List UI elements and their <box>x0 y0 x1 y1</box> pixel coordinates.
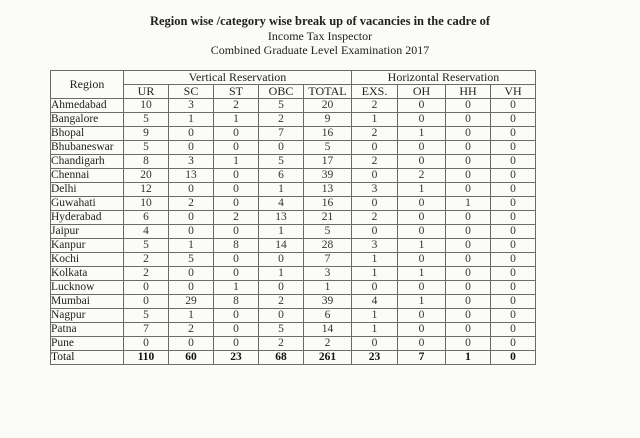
value-cell: 20 <box>124 169 169 183</box>
value-cell: 5 <box>259 155 304 169</box>
value-cell: 0 <box>446 267 491 281</box>
value-cell: 0 <box>446 155 491 169</box>
value-cell: 0 <box>491 155 536 169</box>
value-cell: 0 <box>124 295 169 309</box>
value-cell: 0 <box>398 141 446 155</box>
value-cell: 0 <box>398 197 446 211</box>
value-cell: 0 <box>169 183 214 197</box>
value-cell: 1 <box>352 323 398 337</box>
value-cell: 0 <box>446 323 491 337</box>
value-cell: 1 <box>398 239 446 253</box>
table-row <box>51 211 536 225</box>
value-cell: 1 <box>352 309 398 323</box>
value-cell: 1 <box>169 309 214 323</box>
value-cell: 0 <box>398 281 446 295</box>
value-cell: 0 <box>259 141 304 155</box>
value-cell: 0 <box>446 183 491 197</box>
value-cell: 0 <box>398 99 446 113</box>
region-cell: Bangalore <box>51 113 124 127</box>
value-cell: 0 <box>491 211 536 225</box>
column-header-vh: VH <box>491 85 536 99</box>
column-header-sc: SC <box>169 85 214 99</box>
region-cell: Chandigarh <box>51 155 124 169</box>
value-cell: 2 <box>214 211 259 225</box>
value-cell: 16 <box>304 127 352 141</box>
value-cell: 0 <box>124 337 169 351</box>
value-cell: 0 <box>491 309 536 323</box>
value-cell: 1 <box>259 225 304 239</box>
value-cell: 13 <box>169 169 214 183</box>
value-cell: 5 <box>304 225 352 239</box>
value-cell: 7 <box>304 253 352 267</box>
value-cell: 10 <box>124 197 169 211</box>
value-cell: 0 <box>259 281 304 295</box>
table-row <box>51 337 536 351</box>
region-cell: Nagpur <box>51 309 124 323</box>
value-cell: 1 <box>398 267 446 281</box>
region-cell: Pune <box>51 337 124 351</box>
value-cell: 28 <box>304 239 352 253</box>
table-row <box>51 197 536 211</box>
total-value-cell: 7 <box>398 351 446 365</box>
value-cell: 0 <box>491 183 536 197</box>
value-cell: 0 <box>491 281 536 295</box>
value-cell: 0 <box>446 127 491 141</box>
value-cell: 1 <box>169 239 214 253</box>
value-cell: 3 <box>352 239 398 253</box>
table-row <box>51 309 536 323</box>
table-row <box>51 323 536 337</box>
value-cell: 1 <box>304 281 352 295</box>
value-cell: 2 <box>352 211 398 225</box>
total-value-cell: 60 <box>169 351 214 365</box>
total-row <box>51 351 536 365</box>
total-value-cell: 23 <box>352 351 398 365</box>
value-cell: 0 <box>446 239 491 253</box>
value-cell: 5 <box>259 99 304 113</box>
value-cell: 0 <box>491 337 536 351</box>
value-cell: 2 <box>352 99 398 113</box>
value-cell: 0 <box>214 267 259 281</box>
value-cell: 0 <box>398 155 446 169</box>
value-cell: 3 <box>169 155 214 169</box>
value-cell: 0 <box>446 309 491 323</box>
value-cell: 1 <box>214 113 259 127</box>
value-cell: 0 <box>446 225 491 239</box>
value-cell: 0 <box>446 141 491 155</box>
value-cell: 8 <box>124 155 169 169</box>
value-cell: 1 <box>259 183 304 197</box>
value-cell: 2 <box>398 169 446 183</box>
region-cell: Hyderabad <box>51 211 124 225</box>
total-value-cell: 110 <box>124 351 169 365</box>
value-cell: 7 <box>124 323 169 337</box>
value-cell: 0 <box>169 337 214 351</box>
value-cell: 0 <box>214 309 259 323</box>
column-header-total: TOTAL <box>304 85 352 99</box>
value-cell: 0 <box>214 253 259 267</box>
value-cell: 2 <box>352 155 398 169</box>
value-cell: 2 <box>169 323 214 337</box>
value-cell: 0 <box>398 211 446 225</box>
header-row-columns <box>51 85 536 99</box>
value-cell: 0 <box>169 225 214 239</box>
value-cell: 5 <box>124 239 169 253</box>
value-cell: 8 <box>214 295 259 309</box>
value-cell: 4 <box>352 295 398 309</box>
value-cell: 0 <box>259 309 304 323</box>
value-cell: 1 <box>214 281 259 295</box>
value-cell: 0 <box>398 113 446 127</box>
value-cell: 5 <box>259 323 304 337</box>
value-cell: 0 <box>446 211 491 225</box>
value-cell: 0 <box>446 281 491 295</box>
value-cell: 0 <box>491 169 536 183</box>
value-cell: 0 <box>491 141 536 155</box>
region-cell: Patna <box>51 323 124 337</box>
value-cell: 1 <box>398 127 446 141</box>
value-cell: 0 <box>491 295 536 309</box>
title-line-3: Combined Graduate Level Examination 2017 <box>210 43 430 57</box>
value-cell: 0 <box>124 281 169 295</box>
table-row <box>51 267 536 281</box>
table-row <box>51 225 536 239</box>
value-cell: 1 <box>169 113 214 127</box>
value-cell: 2 <box>352 127 398 141</box>
column-header-ur: UR <box>124 85 169 99</box>
value-cell: 0 <box>169 211 214 225</box>
value-cell: 0 <box>491 323 536 337</box>
table-row <box>51 281 536 295</box>
total-value-cell: 261 <box>304 351 352 365</box>
value-cell: 39 <box>304 169 352 183</box>
value-cell: 2 <box>214 99 259 113</box>
table-row <box>51 169 536 183</box>
region-cell: Bhubaneswar <box>51 141 124 155</box>
region-cell: Bhopal <box>51 127 124 141</box>
column-header-oh: OH <box>398 85 446 99</box>
value-cell: 9 <box>304 113 352 127</box>
value-cell: 0 <box>446 169 491 183</box>
value-cell: 0 <box>214 141 259 155</box>
document-title <box>0 14 640 57</box>
horizontal-reservation-header: Horizontal Reservation <box>352 71 536 85</box>
value-cell: 20 <box>304 99 352 113</box>
value-cell: 0 <box>352 169 398 183</box>
region-cell: Ahmedabad <box>51 99 124 113</box>
value-cell: 0 <box>214 197 259 211</box>
header-row-group <box>51 71 536 85</box>
table-row <box>51 183 536 197</box>
value-cell: 5 <box>304 141 352 155</box>
value-cell: 2 <box>259 337 304 351</box>
value-cell: 0 <box>169 141 214 155</box>
column-header-exs: EXS. <box>352 85 398 99</box>
value-cell: 2 <box>259 295 304 309</box>
value-cell: 1 <box>352 113 398 127</box>
region-cell: Lucknow <box>51 281 124 295</box>
value-cell: 0 <box>169 127 214 141</box>
value-cell: 0 <box>352 337 398 351</box>
value-cell: 0 <box>491 113 536 127</box>
value-cell: 0 <box>352 225 398 239</box>
table-row <box>51 253 536 267</box>
value-cell: 2 <box>169 197 214 211</box>
region-cell: Chennai <box>51 169 124 183</box>
value-cell: 0 <box>398 323 446 337</box>
title-line-2: Income Tax Inspector <box>267 29 373 43</box>
value-cell: 0 <box>491 267 536 281</box>
value-cell: 29 <box>169 295 214 309</box>
value-cell: 0 <box>398 253 446 267</box>
value-cell: 5 <box>124 113 169 127</box>
value-cell: 0 <box>352 197 398 211</box>
total-value-cell: 1 <box>446 351 491 365</box>
value-cell: 8 <box>214 239 259 253</box>
value-cell: 1 <box>259 267 304 281</box>
value-cell: 6 <box>124 211 169 225</box>
column-header-st: ST <box>214 85 259 99</box>
value-cell: 4 <box>124 225 169 239</box>
table-row <box>51 295 536 309</box>
value-cell: 0 <box>259 253 304 267</box>
value-cell: 0 <box>352 141 398 155</box>
value-cell: 0 <box>491 253 536 267</box>
total-value-cell: 68 <box>259 351 304 365</box>
value-cell: 1 <box>446 197 491 211</box>
table-row <box>51 113 536 127</box>
value-cell: 16 <box>304 197 352 211</box>
value-cell: 1 <box>352 253 398 267</box>
value-cell: 0 <box>446 99 491 113</box>
value-cell: 0 <box>214 337 259 351</box>
region-cell: Delhi <box>51 183 124 197</box>
value-cell: 21 <box>304 211 352 225</box>
total-value-cell: 0 <box>491 351 536 365</box>
value-cell: 2 <box>124 267 169 281</box>
region-cell: Guwahati <box>51 197 124 211</box>
value-cell: 0 <box>214 127 259 141</box>
value-cell: 3 <box>169 99 214 113</box>
value-cell: 1 <box>214 155 259 169</box>
column-header-hh: HH <box>446 85 491 99</box>
total-label-cell: Total <box>51 351 124 365</box>
value-cell: 5 <box>169 253 214 267</box>
value-cell: 0 <box>398 309 446 323</box>
value-cell: 14 <box>304 323 352 337</box>
value-cell: 0 <box>446 253 491 267</box>
value-cell: 3 <box>304 267 352 281</box>
value-cell: 2 <box>304 337 352 351</box>
table-row <box>51 141 536 155</box>
value-cell: 0 <box>491 99 536 113</box>
value-cell: 12 <box>124 183 169 197</box>
value-cell: 10 <box>124 99 169 113</box>
value-cell: 1 <box>398 295 446 309</box>
value-cell: 7 <box>259 127 304 141</box>
value-cell: 13 <box>259 211 304 225</box>
table-row <box>51 239 536 253</box>
value-cell: 13 <box>304 183 352 197</box>
value-cell: 2 <box>259 113 304 127</box>
value-cell: 9 <box>124 127 169 141</box>
table-row <box>51 99 536 113</box>
vacancy-table <box>50 70 536 365</box>
value-cell: 4 <box>259 197 304 211</box>
value-cell: 0 <box>169 281 214 295</box>
region-cell: Kanpur <box>51 239 124 253</box>
value-cell: 0 <box>491 197 536 211</box>
region-cell: Jaipur <box>51 225 124 239</box>
region-column-header: Region <box>51 71 124 99</box>
value-cell: 1 <box>352 267 398 281</box>
value-cell: 0 <box>446 295 491 309</box>
region-cell: Kochi <box>51 253 124 267</box>
value-cell: 1 <box>398 183 446 197</box>
value-cell: 3 <box>352 183 398 197</box>
value-cell: 5 <box>124 309 169 323</box>
value-cell: 0 <box>214 225 259 239</box>
value-cell: 2 <box>124 253 169 267</box>
table-body <box>51 99 536 365</box>
value-cell: 0 <box>214 183 259 197</box>
value-cell: 0 <box>491 225 536 239</box>
column-header-obc: OBC <box>259 85 304 99</box>
value-cell: 0 <box>446 337 491 351</box>
value-cell: 0 <box>446 113 491 127</box>
value-cell: 0 <box>214 323 259 337</box>
value-cell: 5 <box>124 141 169 155</box>
value-cell: 0 <box>352 281 398 295</box>
table-row <box>51 155 536 169</box>
table-row <box>51 127 536 141</box>
value-cell: 0 <box>491 239 536 253</box>
value-cell: 0 <box>398 337 446 351</box>
value-cell: 0 <box>491 127 536 141</box>
total-value-cell: 23 <box>214 351 259 365</box>
value-cell: 6 <box>259 169 304 183</box>
title-line-1: Region wise /category wise break up of vacancies in the cadre of <box>149 14 491 28</box>
value-cell: 17 <box>304 155 352 169</box>
value-cell: 14 <box>259 239 304 253</box>
value-cell: 0 <box>398 225 446 239</box>
vertical-reservation-header: Vertical Reservation <box>124 71 352 85</box>
value-cell: 0 <box>214 169 259 183</box>
region-cell: Kolkata <box>51 267 124 281</box>
region-cell: Mumbai <box>51 295 124 309</box>
value-cell: 6 <box>304 309 352 323</box>
value-cell: 0 <box>169 267 214 281</box>
value-cell: 39 <box>304 295 352 309</box>
